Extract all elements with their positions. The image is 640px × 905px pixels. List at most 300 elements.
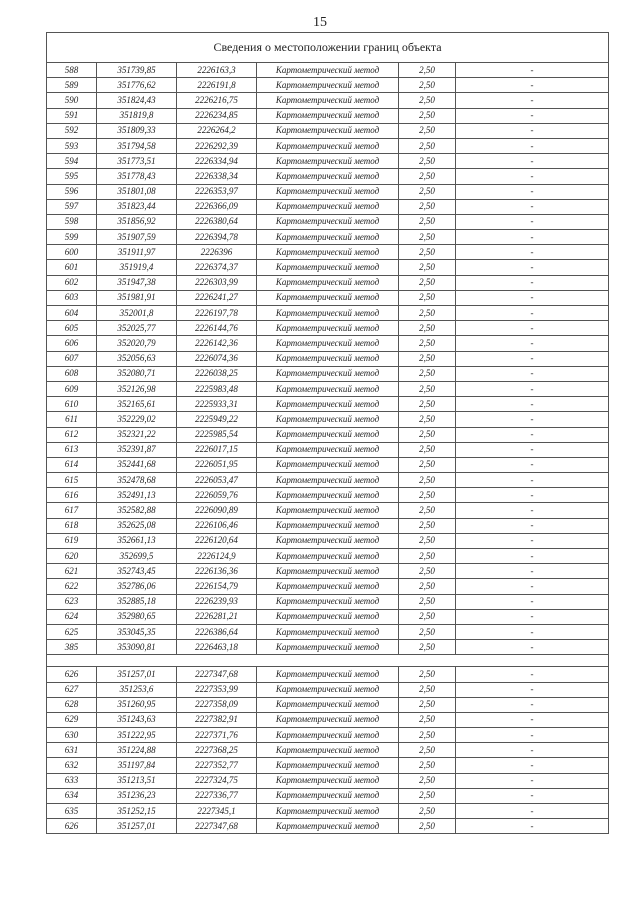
accuracy-cell: 2,50 (399, 579, 456, 594)
point-number: 588 (47, 63, 97, 78)
method-cell: Картометрический метод (257, 728, 399, 743)
accuracy-cell: 2,50 (399, 138, 456, 153)
method-cell: Картометрический метод (257, 697, 399, 712)
table-row (47, 594, 609, 609)
accuracy-cell: 2,50 (399, 488, 456, 503)
table-row (47, 457, 609, 472)
table-row (47, 306, 609, 321)
point-number: 592 (47, 123, 97, 138)
coordinate-x: 351213,51 (97, 773, 177, 788)
coordinate-x: 352661,13 (97, 533, 177, 548)
coordinate-y: 2226234,85 (177, 108, 257, 123)
method-cell: Картометрический метод (257, 245, 399, 260)
point-number: 621 (47, 564, 97, 579)
accuracy-cell: 2,50 (399, 366, 456, 381)
table-row (47, 564, 609, 579)
point-number: 623 (47, 594, 97, 609)
description-cell: - (456, 819, 609, 834)
point-number: 591 (47, 108, 97, 123)
coordinate-y: 2227382,91 (177, 712, 257, 727)
description-cell: - (456, 184, 609, 199)
point-number: 627 (47, 682, 97, 697)
coordinate-y: 2227352,77 (177, 758, 257, 773)
accuracy-cell: 2,50 (399, 78, 456, 93)
coordinate-y: 2226374,37 (177, 260, 257, 275)
coordinate-y: 2226264,2 (177, 123, 257, 138)
coordinate-x: 352491,13 (97, 488, 177, 503)
coordinate-x: 351819,8 (97, 108, 177, 123)
coordinate-x: 351236,23 (97, 788, 177, 803)
coordinate-x: 351794,58 (97, 138, 177, 153)
accuracy-cell: 2,50 (399, 518, 456, 533)
table-row (47, 804, 609, 819)
description-cell: - (456, 321, 609, 336)
point-number: 594 (47, 154, 97, 169)
accuracy-cell: 2,50 (399, 381, 456, 396)
accuracy-cell: 2,50 (399, 819, 456, 834)
accuracy-cell: 2,50 (399, 154, 456, 169)
coordinate-x: 351243,63 (97, 712, 177, 727)
description-cell: - (456, 199, 609, 214)
coordinate-y: 2225949,22 (177, 412, 257, 427)
coordinate-y: 2227345,1 (177, 804, 257, 819)
table-row (47, 549, 609, 564)
coordinate-x: 351739,85 (97, 63, 177, 78)
table-row (47, 667, 609, 682)
table-row (47, 682, 609, 697)
table-row (47, 609, 609, 624)
table-row (47, 743, 609, 758)
table-row (47, 108, 609, 123)
coordinate-y: 2226241,27 (177, 290, 257, 305)
coordinate-x: 352743,45 (97, 564, 177, 579)
description-cell: - (456, 230, 609, 245)
point-number: 610 (47, 397, 97, 412)
point-number: 615 (47, 473, 97, 488)
coordinate-y: 2226154,79 (177, 579, 257, 594)
coordinate-x: 352980,65 (97, 609, 177, 624)
method-cell: Картометрический метод (257, 230, 399, 245)
coordinate-y: 2226053,47 (177, 473, 257, 488)
coordinate-x: 352126,98 (97, 381, 177, 396)
description-cell: - (456, 245, 609, 260)
table-row (47, 290, 609, 305)
accuracy-cell: 2,50 (399, 336, 456, 351)
group-separator (47, 655, 609, 667)
description-cell: - (456, 682, 609, 697)
method-cell: Картометрический метод (257, 366, 399, 381)
coordinate-x: 351252,15 (97, 804, 177, 819)
coordinate-x: 352165,61 (97, 397, 177, 412)
coordinate-x: 352441,68 (97, 457, 177, 472)
accuracy-cell: 2,50 (399, 123, 456, 138)
method-cell: Картометрический метод (257, 442, 399, 457)
description-cell: - (456, 169, 609, 184)
description-cell: - (456, 427, 609, 442)
description-cell: - (456, 366, 609, 381)
point-number: 590 (47, 93, 97, 108)
coordinate-y: 2227353,99 (177, 682, 257, 697)
group-separator-row (47, 655, 609, 667)
coordinate-x: 352625,08 (97, 518, 177, 533)
point-number: 632 (47, 758, 97, 773)
coordinate-x: 352885,18 (97, 594, 177, 609)
coordinate-x: 351824,43 (97, 93, 177, 108)
coordinate-x: 352080,71 (97, 366, 177, 381)
method-cell: Картометрический метод (257, 518, 399, 533)
coordinate-y: 2226281,21 (177, 609, 257, 624)
point-number: 617 (47, 503, 97, 518)
point-number: 626 (47, 819, 97, 834)
point-number: 613 (47, 442, 97, 457)
table-row (47, 488, 609, 503)
coordinate-x: 351253,6 (97, 682, 177, 697)
coordinate-x: 351809,33 (97, 123, 177, 138)
method-cell: Картометрический метод (257, 667, 399, 682)
method-cell: Картометрический метод (257, 624, 399, 639)
point-number: 611 (47, 412, 97, 427)
coordinate-y: 2227368,25 (177, 743, 257, 758)
description-cell: - (456, 78, 609, 93)
method-cell: Картометрический метод (257, 321, 399, 336)
coordinate-y: 2226338,34 (177, 169, 257, 184)
point-number: 633 (47, 773, 97, 788)
coordinate-y: 2226106,46 (177, 518, 257, 533)
method-cell: Картометрический метод (257, 819, 399, 834)
coordinate-y: 2226090,89 (177, 503, 257, 518)
table-row (47, 819, 609, 834)
coordinate-x: 351257,01 (97, 667, 177, 682)
point-number: 631 (47, 743, 97, 758)
point-number: 630 (47, 728, 97, 743)
coordinate-x: 352321,22 (97, 427, 177, 442)
table-row (47, 63, 609, 78)
accuracy-cell: 2,50 (399, 93, 456, 108)
description-cell: - (456, 214, 609, 229)
method-cell: Картометрический метод (257, 549, 399, 564)
accuracy-cell: 2,50 (399, 773, 456, 788)
coordinate-y: 2227371,76 (177, 728, 257, 743)
method-cell: Картометрический метод (257, 306, 399, 321)
coordinate-y: 2225985,54 (177, 427, 257, 442)
method-cell: Картометрический метод (257, 397, 399, 412)
accuracy-cell: 2,50 (399, 609, 456, 624)
description-cell: - (456, 275, 609, 290)
coordinate-y: 2226396 (177, 245, 257, 260)
coordinate-x: 351947,38 (97, 275, 177, 290)
page-number: 15 (313, 15, 327, 30)
table-row (47, 260, 609, 275)
table-row (47, 245, 609, 260)
description-cell: - (456, 788, 609, 803)
table-row (47, 154, 609, 169)
method-cell: Картометрический метод (257, 93, 399, 108)
accuracy-cell: 2,50 (399, 214, 456, 229)
accuracy-cell: 2,50 (399, 306, 456, 321)
boundary-table-container (46, 32, 608, 834)
method-cell: Картометрический метод (257, 788, 399, 803)
method-cell: Картометрический метод (257, 214, 399, 229)
coordinate-y: 2226017,15 (177, 442, 257, 457)
description-cell: - (456, 594, 609, 609)
method-cell: Картометрический метод (257, 533, 399, 548)
table-row (47, 579, 609, 594)
coordinate-y: 2226292,39 (177, 138, 257, 153)
coordinate-y: 2226163,3 (177, 63, 257, 78)
description-cell: - (456, 564, 609, 579)
coordinate-x: 353090,81 (97, 640, 177, 655)
accuracy-cell: 2,50 (399, 682, 456, 697)
method-cell: Картометрический метод (257, 488, 399, 503)
coordinate-y: 2227358,09 (177, 697, 257, 712)
point-number: 604 (47, 306, 97, 321)
accuracy-cell: 2,50 (399, 758, 456, 773)
description-cell: - (456, 728, 609, 743)
coordinate-y: 2225983,48 (177, 381, 257, 396)
coordinate-y: 2226303,99 (177, 275, 257, 290)
method-cell: Картометрический метод (257, 758, 399, 773)
table-row (47, 321, 609, 336)
point-number: 635 (47, 804, 97, 819)
coordinate-x: 351907,59 (97, 230, 177, 245)
coordinate-y: 2226074,36 (177, 351, 257, 366)
method-cell: Картометрический метод (257, 712, 399, 727)
table-row (47, 624, 609, 639)
point-number: 624 (47, 609, 97, 624)
method-cell: Картометрический метод (257, 154, 399, 169)
method-cell: Картометрический метод (257, 138, 399, 153)
point-number: 609 (47, 381, 97, 396)
method-cell: Картометрический метод (257, 473, 399, 488)
table-row (47, 758, 609, 773)
table-row (47, 773, 609, 788)
point-number: 618 (47, 518, 97, 533)
coordinate-y: 2226120,64 (177, 533, 257, 548)
coordinate-y: 2227347,68 (177, 667, 257, 682)
table-row (47, 427, 609, 442)
method-cell: Картометрический метод (257, 412, 399, 427)
table-row (47, 442, 609, 457)
coordinate-y: 2226394,78 (177, 230, 257, 245)
coordinate-x: 352001,8 (97, 306, 177, 321)
coordinate-y: 2226142,36 (177, 336, 257, 351)
accuracy-cell: 2,50 (399, 245, 456, 260)
accuracy-cell: 2,50 (399, 397, 456, 412)
description-cell: - (456, 351, 609, 366)
accuracy-cell: 2,50 (399, 427, 456, 442)
description-cell: - (456, 503, 609, 518)
coordinate-x: 351801,08 (97, 184, 177, 199)
method-cell: Картометрический метод (257, 594, 399, 609)
point-number: 616 (47, 488, 97, 503)
accuracy-cell: 2,50 (399, 728, 456, 743)
accuracy-cell: 2,50 (399, 788, 456, 803)
table-row (47, 473, 609, 488)
point-number: 620 (47, 549, 97, 564)
coordinate-y: 2226463,18 (177, 640, 257, 655)
coordinate-x: 351823,44 (97, 199, 177, 214)
table-row (47, 123, 609, 138)
accuracy-cell: 2,50 (399, 412, 456, 427)
method-cell: Картометрический метод (257, 169, 399, 184)
table-row (47, 351, 609, 366)
point-number: 608 (47, 366, 97, 381)
coordinate-x: 351981,91 (97, 290, 177, 305)
coordinate-x: 352025,77 (97, 321, 177, 336)
description-cell: - (456, 260, 609, 275)
method-cell: Картометрический метод (257, 290, 399, 305)
point-number: 626 (47, 667, 97, 682)
coordinate-x: 352020,79 (97, 336, 177, 351)
accuracy-cell: 2,50 (399, 533, 456, 548)
coordinate-x: 352229,02 (97, 412, 177, 427)
coordinate-x: 351197,84 (97, 758, 177, 773)
method-cell: Картометрический метод (257, 503, 399, 518)
point-number: 634 (47, 788, 97, 803)
method-cell: Картометрический метод (257, 336, 399, 351)
point-number: 596 (47, 184, 97, 199)
description-cell: - (456, 549, 609, 564)
point-number: 606 (47, 336, 97, 351)
description-cell: - (456, 154, 609, 169)
description-cell: - (456, 397, 609, 412)
coordinate-y: 2226038,25 (177, 366, 257, 381)
coordinate-y: 2226239,93 (177, 594, 257, 609)
accuracy-cell: 2,50 (399, 804, 456, 819)
boundary-table-body (47, 33, 609, 834)
coordinate-y: 2226353,97 (177, 184, 257, 199)
method-cell: Картометрический метод (257, 682, 399, 697)
accuracy-cell: 2,50 (399, 108, 456, 123)
description-cell: - (456, 123, 609, 138)
point-number: 598 (47, 214, 97, 229)
method-cell: Картометрический метод (257, 743, 399, 758)
point-number: 602 (47, 275, 97, 290)
method-cell: Картометрический метод (257, 123, 399, 138)
coordinate-x: 352391,87 (97, 442, 177, 457)
description-cell: - (456, 336, 609, 351)
table-row (47, 93, 609, 108)
description-cell: - (456, 442, 609, 457)
method-cell: Картометрический метод (257, 457, 399, 472)
accuracy-cell: 2,50 (399, 351, 456, 366)
coordinate-x: 352786,06 (97, 579, 177, 594)
accuracy-cell: 2,50 (399, 321, 456, 336)
point-number: 622 (47, 579, 97, 594)
method-cell: Картометрический метод (257, 640, 399, 655)
accuracy-cell: 2,50 (399, 63, 456, 78)
coordinate-x: 351222,95 (97, 728, 177, 743)
description-cell: - (456, 138, 609, 153)
point-number: 628 (47, 697, 97, 712)
description-cell: - (456, 712, 609, 727)
accuracy-cell: 2,50 (399, 230, 456, 245)
table-row (47, 230, 609, 245)
table-row (47, 381, 609, 396)
method-cell: Картометрический метод (257, 275, 399, 290)
point-number: 605 (47, 321, 97, 336)
point-number: 603 (47, 290, 97, 305)
point-number: 589 (47, 78, 97, 93)
point-number: 614 (47, 457, 97, 472)
method-cell: Картометрический метод (257, 78, 399, 93)
point-number: 597 (47, 199, 97, 214)
point-number: 601 (47, 260, 97, 275)
table-row (47, 199, 609, 214)
coordinate-x: 352582,88 (97, 503, 177, 518)
description-cell: - (456, 579, 609, 594)
method-cell: Картометрический метод (257, 381, 399, 396)
coordinate-y: 2226059,76 (177, 488, 257, 503)
table-row (47, 728, 609, 743)
table-row (47, 275, 609, 290)
table-row (47, 640, 609, 655)
accuracy-cell: 2,50 (399, 624, 456, 639)
coordinate-x: 351224,88 (97, 743, 177, 758)
method-cell: Картометрический метод (257, 609, 399, 624)
table-row (47, 697, 609, 712)
coordinate-y: 2227336,77 (177, 788, 257, 803)
table-row (47, 78, 609, 93)
table-title: Сведения о местоположении границ объекта (47, 33, 609, 63)
description-cell: - (456, 624, 609, 639)
method-cell: Картометрический метод (257, 108, 399, 123)
coordinate-x: 351260,95 (97, 697, 177, 712)
table-row (47, 138, 609, 153)
accuracy-cell: 2,50 (399, 712, 456, 727)
coordinate-x: 351257,01 (97, 819, 177, 834)
description-cell: - (456, 743, 609, 758)
table-row (47, 533, 609, 548)
table-row (47, 184, 609, 199)
table-row (47, 518, 609, 533)
point-number: 600 (47, 245, 97, 260)
table-row (47, 412, 609, 427)
method-cell: Картометрический метод (257, 564, 399, 579)
accuracy-cell: 2,50 (399, 169, 456, 184)
method-cell: Картометрический метод (257, 199, 399, 214)
description-cell: - (456, 640, 609, 655)
coordinate-y: 2226136,36 (177, 564, 257, 579)
coordinate-x: 351778,43 (97, 169, 177, 184)
coordinate-x: 351911,97 (97, 245, 177, 260)
point-number: 619 (47, 533, 97, 548)
description-cell: - (456, 108, 609, 123)
coordinate-y: 2227347,68 (177, 819, 257, 834)
method-cell: Картометрический метод (257, 427, 399, 442)
coordinate-x: 351776,62 (97, 78, 177, 93)
description-cell: - (456, 804, 609, 819)
description-cell: - (456, 412, 609, 427)
coordinate-x: 351773,51 (97, 154, 177, 169)
accuracy-cell: 2,50 (399, 697, 456, 712)
coordinate-y: 2226197,78 (177, 306, 257, 321)
point-number: 385 (47, 640, 97, 655)
coordinate-x: 351919,4 (97, 260, 177, 275)
coordinate-y: 2225933,31 (177, 397, 257, 412)
description-cell: - (456, 773, 609, 788)
table-title-row (47, 33, 609, 63)
accuracy-cell: 2,50 (399, 199, 456, 214)
coordinate-y: 2226191,8 (177, 78, 257, 93)
description-cell: - (456, 457, 609, 472)
point-number: 612 (47, 427, 97, 442)
description-cell: - (456, 697, 609, 712)
accuracy-cell: 2,50 (399, 667, 456, 682)
point-number: 629 (47, 712, 97, 727)
coordinate-y: 2226386,64 (177, 624, 257, 639)
description-cell: - (456, 533, 609, 548)
